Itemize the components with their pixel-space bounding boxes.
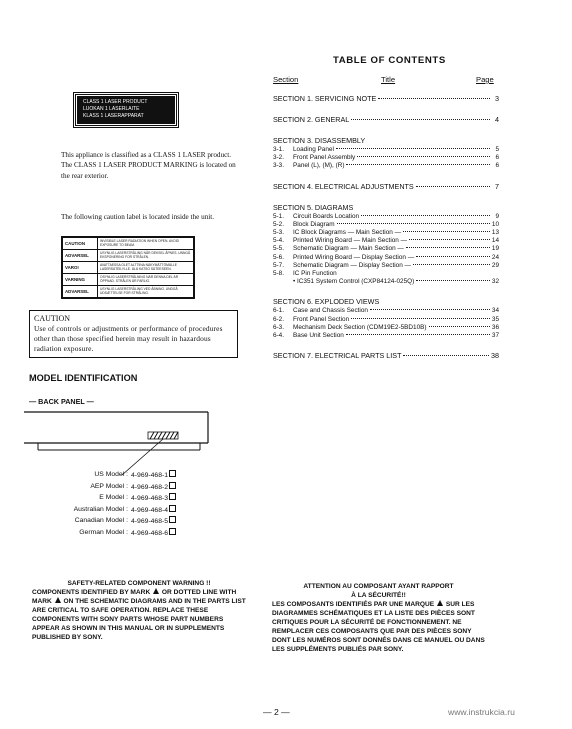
model-name: AEP Model :	[90, 482, 128, 490]
toc-item-title: Front Panel Assembly	[293, 154, 356, 162]
model-number: 4-969-468-1	[131, 472, 169, 479]
safety-warning-body	[272, 600, 485, 654]
toc-page: 14	[491, 237, 499, 245]
safety-warning-title: ATTENTION AU COMPOSANT AYANT RAPPORT	[303, 583, 454, 590]
toc-item-number: 5-5.	[273, 245, 285, 253]
toc-section-heading: SECTION 6. EXPLODED VIEWS	[273, 297, 380, 307]
toc-item	[273, 229, 499, 237]
toc-page: 6	[495, 162, 499, 170]
safety-warning-body	[32, 588, 246, 642]
laser-label-line: CLASS 1 LASER PRODUCT	[83, 99, 148, 105]
model-number: 4-969-468-2	[131, 483, 169, 491]
box-symbol-icon	[169, 470, 176, 477]
back-panel-outline	[24, 412, 208, 450]
toc-item-number: 5-1.	[273, 212, 285, 220]
toc-item-number: 5-8.	[273, 270, 285, 278]
toc-item	[273, 324, 499, 332]
toc-item-title: • IC351 System Control (CXP84124-025Q)	[293, 278, 415, 286]
toc-item-number: 6-1.	[273, 307, 285, 315]
toc-item	[273, 307, 499, 315]
toc-list	[273, 94, 499, 361]
caution-value: OSYNLIG LASERSTRÅLNING NÄR DENNA DEL ÄR ÖPPNAD. STRÅLEN ÄR FARLIG.	[98, 274, 195, 286]
toc-section-row	[273, 115, 499, 125]
toc-item-title: Case and Chassis Section	[293, 307, 368, 315]
caution-row	[62, 262, 194, 274]
model-name: German Model :	[79, 528, 128, 536]
toc-item-number: 3-1.	[273, 146, 285, 153]
toc-page: 9	[495, 212, 499, 220]
toc-item-number: 5-4.	[273, 237, 285, 245]
toc-section-row	[273, 182, 499, 192]
toc-column-page: Page	[476, 75, 494, 84]
toc-page: 37	[491, 332, 499, 340]
toc-item	[273, 332, 499, 340]
toc-page: 10	[491, 220, 499, 228]
toc-item-number: 5-3.	[273, 229, 285, 237]
caution-key: CAUTION	[62, 237, 98, 250]
toc-page: 13	[491, 229, 499, 237]
model-name: Australian Model :	[73, 505, 128, 513]
toc-item	[273, 316, 499, 324]
toc-page: 7	[495, 181, 499, 191]
toc-item-title: Base Unit Section	[293, 332, 344, 340]
toc-page: 35	[491, 315, 499, 323]
toc-section-heading: SECTION 3. DISASSEMBLY	[273, 136, 366, 145]
toc-item-title: Front Panel Section	[293, 315, 350, 323]
toc-item-number: 3-3.	[273, 162, 285, 170]
toc-item	[273, 278, 499, 286]
model-row	[36, 482, 196, 494]
warning-triangle-icon	[153, 588, 159, 594]
toc-item	[273, 154, 499, 162]
caution-box-title: CAUTION	[34, 314, 70, 323]
toc-section-heading: SECTION 7. ELECTRICAL PARTS LIST	[273, 351, 402, 361]
toc-section-heading: SECTION 1. SERVICING NOTE	[273, 94, 377, 103]
toc-item	[273, 270, 499, 278]
model-number-label-sticker	[148, 432, 178, 439]
toc-title: TABLE OF CONTENTS	[333, 55, 446, 66]
toc-item-title: IC Pin Function	[293, 270, 337, 278]
warning-text: OR DOTTED LINE WITH MARK	[32, 589, 237, 605]
caution-box	[29, 310, 238, 358]
toc-item-title: Printed Wiring Board — Main Section —	[293, 237, 408, 245]
class-description: This appliance is classified as a CLASS 1 LASER product. The CLASS 1 LASER PRODUCT MARKING is located on the rear exterior.	[61, 151, 236, 180]
safety-warning-title: SAFETY-RELATED COMPONENT WARNING !!	[67, 580, 211, 587]
warning-text: SUR LES DIAGRAMMES SCHÉMATIQUES ET LA LISTE DES PIÈCES SONT CRITIQUES POUR LA SÉCURITÉ DE FONCTIONNEMENT. NE REMPLACER CES COMPOSANTS QUE PAR DES PIÈCES SONY DONT LES NUMÉROS SONT DONNÉS DANS CE MANUEL OU DANS LES SUPPLÉMENTS PUBLIÉS PAR SONY.	[272, 601, 485, 653]
model-row	[36, 528, 196, 540]
caution-value: USYNLIG LASERSTRÅLING NÅR DEKSEL ÅPNES. UNNGÅ EKSPONERING FOR STRÅLEN.	[98, 250, 195, 262]
toc-item	[273, 213, 499, 221]
toc-item	[273, 146, 499, 154]
caution-box-body: Use of controls or adjustments or performance of procedures other than those specified herein may result in hazardous radiation exposure.	[34, 324, 223, 353]
toc-section-heading: SECTION 5. DIAGRAMS	[273, 202, 354, 212]
caution-value: INVISIBLE LASER RADIATION WHEN OPEN. AVOID EXPOSURE TO BEAM.	[98, 237, 195, 250]
model-name: Canadian Model :	[74, 517, 128, 525]
toc-page: 3	[495, 94, 499, 103]
caution-row	[62, 274, 194, 286]
back-panel-label: — BACK PANEL —	[29, 397, 94, 406]
warning-triangle-icon	[437, 600, 443, 606]
box-symbol-icon	[169, 493, 176, 500]
safety-warning-english	[32, 579, 246, 642]
model-name: US Model :	[94, 471, 128, 478]
safety-warning-title: À LA SÉCURITÉ!!	[351, 592, 406, 599]
caution-key: ADVARSEL	[62, 250, 98, 262]
back-panel-diagram	[24, 411, 224, 477]
laser-label-line: KLASS 1 LASERAPPARAT	[83, 113, 144, 119]
model-name: E Model :	[99, 494, 128, 502]
caution-key: ADVARSEL	[62, 286, 98, 299]
toc-item-number: 5-2.	[273, 220, 285, 228]
model-row	[36, 516, 196, 528]
box-symbol-icon	[169, 528, 176, 535]
model-row	[36, 470, 196, 482]
toc-item-number: 5-6.	[273, 253, 285, 261]
model-number: 4-969-468-3	[131, 495, 169, 503]
warning-triangle-icon	[55, 597, 61, 603]
toc-item-number: 6-3.	[273, 323, 285, 331]
model-identification-heading: MODEL IDENTIFICATION	[29, 373, 138, 383]
toc-page: 6	[495, 154, 499, 162]
toc-section-row	[273, 351, 499, 361]
warning-text: COMPONENTS IDENTIFIED BY MARK	[32, 589, 151, 596]
toc-item-number: 5-7.	[273, 261, 285, 269]
box-symbol-icon	[169, 516, 176, 523]
toc-item-title: Mechanism Deck Section (CDM19E2-5BD10B)	[293, 323, 427, 331]
toc-page: 19	[491, 245, 499, 253]
model-number: 4-969-468-6	[131, 529, 169, 537]
caution-label-table	[61, 236, 195, 299]
model-row	[36, 493, 196, 505]
toc-item-title: IC Block Diagrams — Main Section —	[293, 229, 401, 237]
page-number: — 2 —	[263, 707, 290, 717]
toc-item-number: 6-4.	[273, 332, 285, 340]
caution-key: VARNING	[62, 274, 98, 286]
toc-item-title: Printed Wiring Board — Display Section —	[293, 253, 415, 261]
toc-column-title: Title	[381, 75, 396, 84]
toc-item	[273, 221, 499, 229]
toc-item-title: Loading Panel	[293, 146, 334, 153]
caution-row	[62, 286, 194, 299]
toc-item-number: 6-2.	[273, 315, 285, 323]
model-list	[36, 470, 196, 540]
toc-item	[273, 162, 499, 170]
watermark: www.instrukcia.ru	[448, 707, 515, 717]
toc-column-section: Section	[273, 75, 299, 84]
model-row	[36, 505, 196, 517]
toc-item-title: Schematic Diagram — Display Section —	[293, 261, 411, 269]
laser-label-line: LUOKAN 1 LASERLAITE	[83, 106, 140, 112]
caution-value: AVATTAESSA OLET ALTTIINA NÄKYMÄTTÖMÄLLE LASERSÄTEILYLLE. ÄLÄ KATSO SÄTEESEEN.	[98, 262, 195, 274]
toc-item	[273, 262, 499, 270]
toc-page: 5	[495, 146, 499, 153]
box-symbol-icon	[169, 482, 176, 489]
toc-section-row	[273, 94, 499, 104]
model-number: 4-969-468-5	[131, 518, 169, 526]
toc-item	[273, 237, 499, 245]
caution-key: VARO!	[62, 262, 98, 274]
toc-page: 34	[491, 307, 499, 315]
warning-text: ON THE SCHEMATIC DIAGRAMS AND IN THE PARTS LIST ARE CRITICAL TO SAFE OPERATION. REPLACE THESE COMPONENTS WITH SONY PARTS WHOSE PART NUMBERS APPEAR AS SHOWN IN THIS MANUAL OR IN SUPPLEMENTS PUBLISHED BY SONY.	[32, 598, 246, 641]
toc-page: 38	[491, 351, 499, 361]
toc-item-title: Schematic Diagram — Main Section —	[293, 245, 404, 253]
box-symbol-icon	[169, 505, 176, 512]
toc-item-title: Circuit Boards Location	[293, 212, 360, 220]
caution-row	[62, 250, 194, 262]
toc-page: 24	[491, 253, 499, 261]
caution-row	[62, 237, 194, 250]
toc-item-title: Block Diagram	[293, 220, 335, 228]
toc-page: 4	[495, 115, 499, 124]
toc-page: 32	[491, 278, 499, 286]
toc-page: 36	[491, 323, 499, 331]
toc-page: 29	[491, 261, 499, 269]
toc-item-number: 3-2.	[273, 154, 285, 162]
toc-item-title: Panel (L), (M), (R)	[293, 162, 345, 170]
safety-warning-french	[272, 582, 485, 654]
model-number: 4-969-468-4	[131, 506, 169, 514]
laser-product-label	[74, 93, 178, 127]
warning-text: LES COMPOSANTS IDENTIFIÉS PAR UNE MARQUE	[272, 601, 435, 608]
toc-item	[273, 245, 499, 253]
toc-section-heading: SECTION 4. ELECTRICAL ADJUSTMENTS	[273, 181, 414, 191]
toc-item	[273, 254, 499, 262]
caution-location-text: The following caution label is located inside the unit.	[61, 213, 215, 221]
toc-section-heading: SECTION 2. GENERAL	[273, 115, 350, 124]
caution-value: USYNLIG LASERSTRÅLING VED ÅBNING. UNDGÅ UDSÆTTELSE FOR STRÅLING.	[98, 286, 195, 299]
